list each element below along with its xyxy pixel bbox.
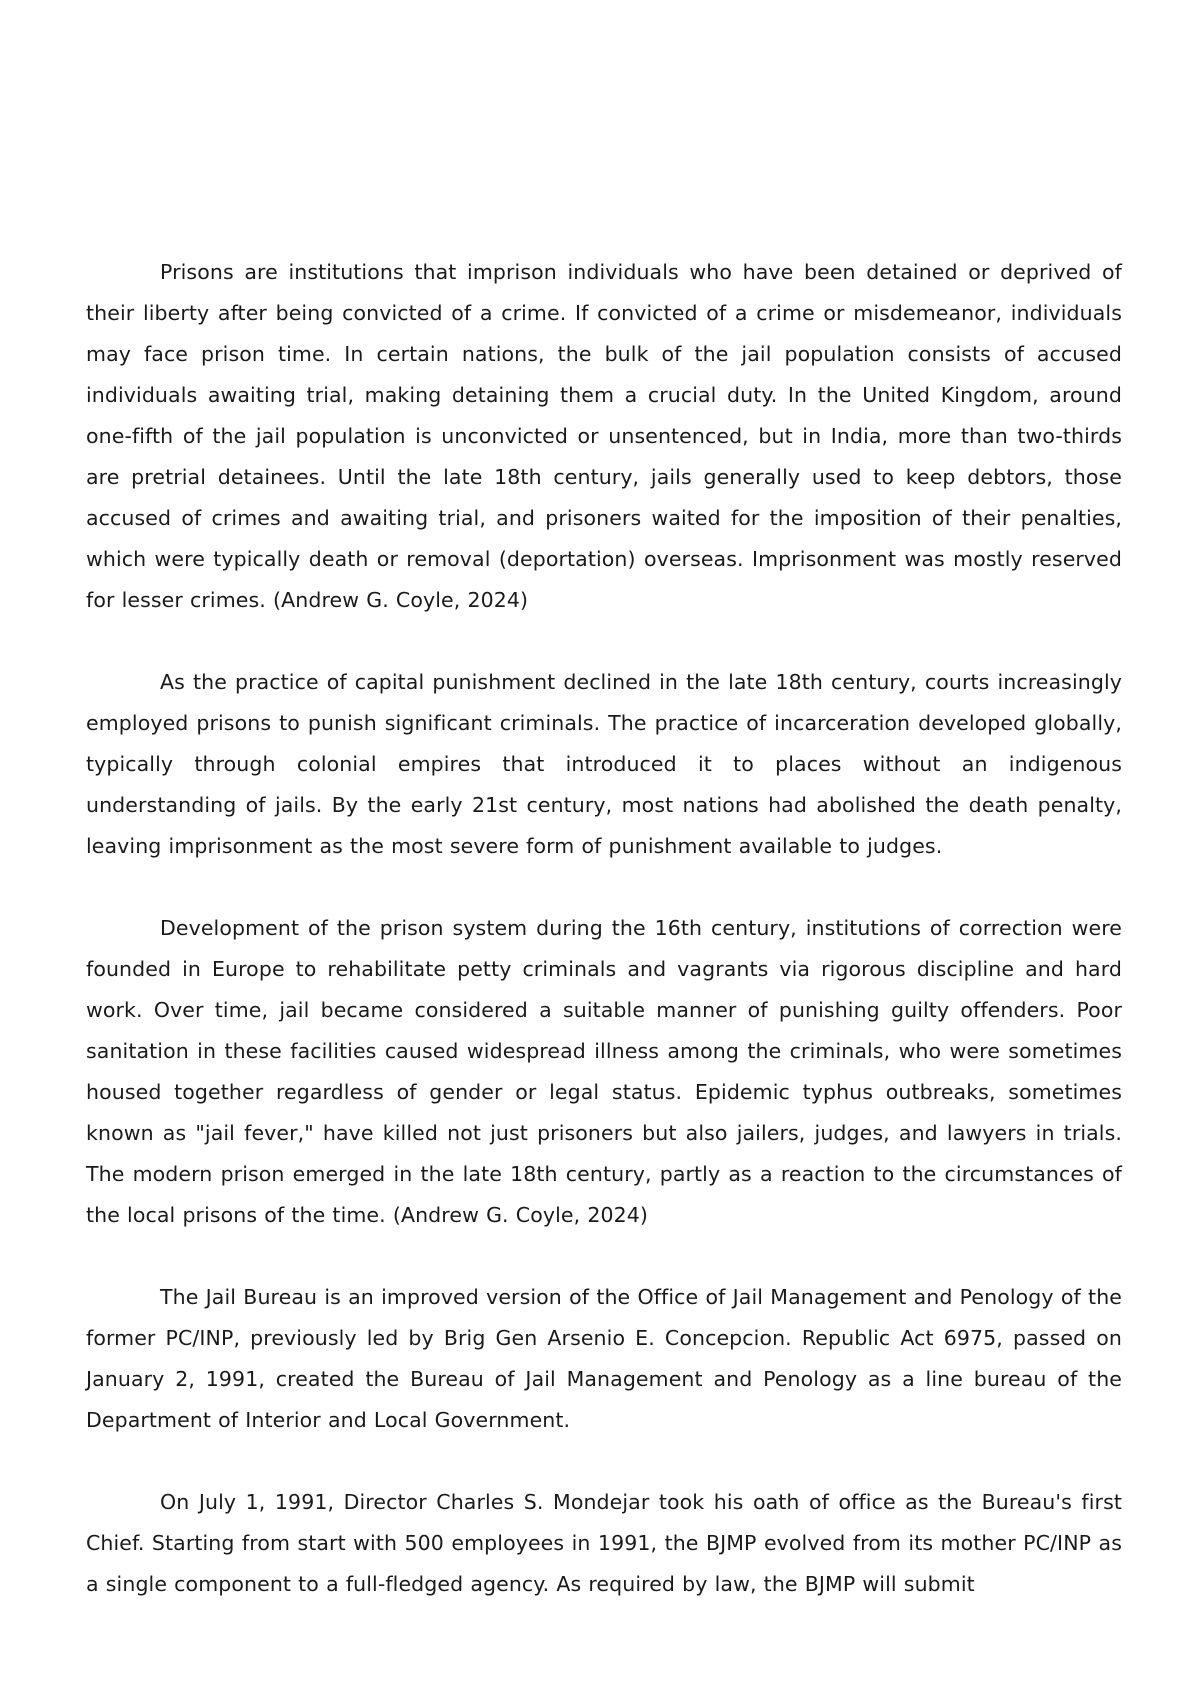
paragraph-prison-development: Development of the prison system during the 16th century, institutions of correction were founded in Europe to rehabilitate petty criminals and vagrants via rigorous discipline and hard work. Over time, jail became considered a suitable manner of punishing guilty offenders. Poor sanitation in these facilities caused widespread illness among the criminals, who were sometimes housed together regardless of gender or legal status. Epidemic typhus outbreaks, sometimes known as "jail fever," have killed not just prisoners but also jailers, judges, and lawyers in trials. The modern prison emerged in the late 18th century, partly as a reaction to the circumstances of the local prisons of the time. (Andrew G. Coyle, 2024)	[86, 916, 1122, 1227]
paragraph-prisons-definition: Prisons are institutions that imprison individuals who have been detained or deprived of their liberty after being convicted of a crime. If convicted of a crime or misdemeanor, individuals may face prison time. In certain nations, the bulk of the jail population consists of accused individuals awaiting trial, making detaining them a crucial duty. In the United Kingdom, around one-fifth of the jail population is unconvicted or unsentenced, but in India, more than two-thirds are pretrial detainees. Until the late 18th century, jails generally used to keep debtors, those accused of crimes and awaiting trial, and prisoners waited for the imposition of their penalties, which were typically death or removal (deportation) overseas. Imprisonment was mostly reserved for lesser crimes. (Andrew G. Coyle, 2024)	[86, 260, 1122, 612]
paragraph-bjmp-history: On July 1, 1991, Director Charles S. Mondejar took his oath of office as the Bureau's first Chief. Starting from start with 500 employees in 1991, the BJMP evolved from its mother PC/INP as a single component to a full-fledged agency. As required by law, the BJMP will submit	[86, 1490, 1122, 1596]
paragraph-jail-bureau: The Jail Bureau is an improved version of the Office of Jail Management and Penology of the former PC/INP, previously led by Brig Gen Arsenio E. Concepcion. Republic Act 6975, passed on January 2, 1991, created the Bureau of Jail Management and Penology as a line bureau of the Department of Interior and Local Government.	[86, 1285, 1122, 1432]
document-page	[86, 252, 1122, 1646]
paragraph-capital-punishment: As the practice of capital punishment declined in the late 18th century, courts increasingly employed prisons to punish significant criminals. The practice of incarceration developed globally, typically through colonial empires that introduced it to places without an indigenous understanding of jails. By the early 21st century, most nations had abolished the death penalty, leaving imprisonment as the most severe form of punishment available to judges.	[86, 670, 1122, 858]
